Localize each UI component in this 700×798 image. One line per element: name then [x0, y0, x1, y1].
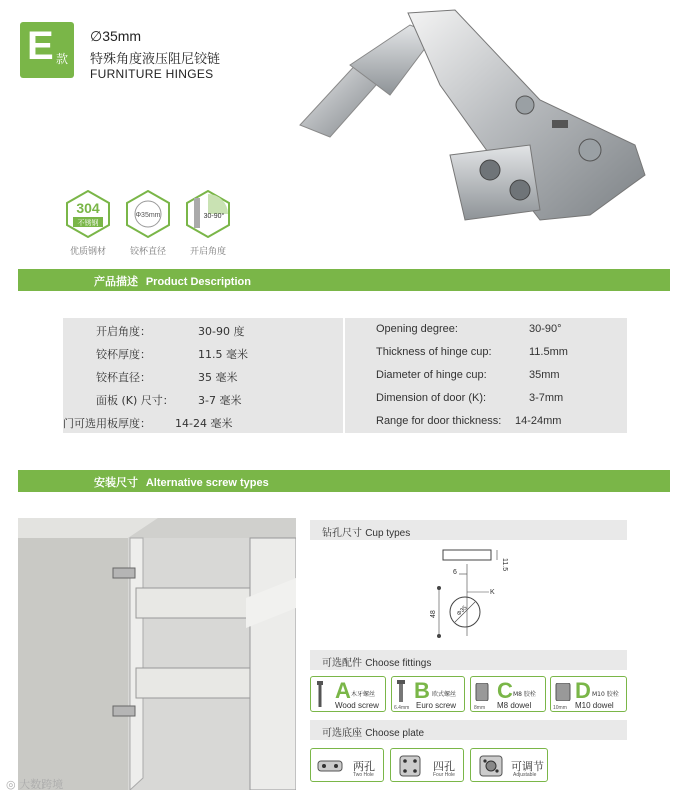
- wood-screw-icon: [315, 681, 325, 709]
- spec-row: [63, 341, 627, 364]
- spec-cn-value: 14-24 毫米: [175, 417, 233, 430]
- fitting-card: [550, 676, 627, 712]
- spec-cn-value: 35 毫米: [198, 371, 238, 384]
- spec-cn-value: 11.5 毫米: [198, 348, 248, 361]
- fitting-size: 6.4mm: [394, 705, 410, 711]
- spec-cn-label: 铰杯直径：: [96, 371, 151, 384]
- fitting-letter: D: [575, 678, 591, 703]
- two-hole-plate-icon: [315, 755, 345, 777]
- cup-diameter-text: Φ35mm: [135, 212, 161, 219]
- fitting-letter: C: [497, 678, 513, 703]
- opening-angle-icon: [184, 190, 232, 238]
- fitting-name-cn: M8 胶栓: [513, 691, 536, 698]
- fitting-name-en: Wood screw: [335, 701, 379, 710]
- fitting-card: [470, 676, 546, 712]
- model-badge: [20, 22, 74, 78]
- feature-label-angle: 开启角度: [189, 247, 226, 257]
- m10-dowel-icon: [555, 683, 571, 701]
- product-title-cn: 特殊角度液压阻尼铰链: [90, 52, 221, 67]
- fitting-size: 8mm: [474, 705, 486, 711]
- spec-row: [63, 410, 627, 433]
- fittings-header: [310, 650, 627, 670]
- spec-cn-label: 铰杯厚度：: [96, 348, 151, 361]
- product-description-bar: [18, 269, 670, 291]
- feature-label-steel: 优质钢材: [69, 247, 106, 257]
- dim-hole-spacing: 48: [430, 610, 437, 618]
- dim-cup-diameter: Φ35: [456, 605, 469, 618]
- spec-en-label: Diameter of hinge cup:: [376, 369, 487, 381]
- spec-cn-value: 30-90 度: [198, 325, 245, 338]
- spec-table: [63, 318, 627, 433]
- adjustable-plate-icon: [475, 753, 507, 779]
- plate-name-en: Four Hole: [433, 772, 455, 778]
- section-title-en: Alternative screw types: [145, 477, 269, 489]
- spec-row: [63, 364, 627, 387]
- hinge-product-image: [290, 5, 660, 230]
- badge-letter: E: [27, 24, 54, 68]
- watermark-logo-icon: ◎: [6, 778, 20, 791]
- plate-name-cn: 可调节: [511, 760, 544, 773]
- watermark: [6, 776, 63, 792]
- section-title-cn: 安装尺寸: [94, 476, 138, 489]
- spec-cn-label: 开启角度：: [96, 325, 151, 338]
- fitting-card: [391, 676, 465, 712]
- spec-en-value: 35mm: [529, 369, 560, 381]
- euro-screw-icon: [396, 680, 406, 702]
- fitting-card: [310, 676, 386, 712]
- opening-angle-text: 30-90°: [203, 213, 225, 220]
- plate-name-en: Adjustable: [513, 772, 537, 778]
- fittings-title-cn: 可选配件: [322, 658, 362, 669]
- cup-diameter-icon: [124, 190, 172, 238]
- plate-card: [310, 748, 384, 782]
- spec-en-value: 3-7mm: [529, 392, 564, 404]
- cup-diameter-heading: ∅35mm: [90, 28, 142, 44]
- spec-cn-value: 3-7 毫米: [198, 394, 242, 407]
- m8-dowel-icon: [475, 683, 489, 701]
- dim-edge-distance: 6: [453, 569, 457, 576]
- fitting-letter: A: [335, 678, 351, 703]
- four-hole-plate-icon: [395, 753, 425, 779]
- plate-name-en: Two Hole: [353, 772, 374, 778]
- spec-en-label: Thickness of hinge cup:: [376, 346, 492, 358]
- cup-types-title-en: Cup types: [365, 528, 411, 539]
- fitting-letter: B: [414, 678, 430, 703]
- plate-name-cn: 四孔: [433, 760, 455, 773]
- spec-en-value: 14-24mm: [515, 415, 562, 427]
- steel-grade-text: 304: [76, 200, 100, 216]
- badge-suffix: 款: [56, 52, 69, 66]
- steel-304-icon: [64, 190, 112, 238]
- fitting-name-en: Euro screw: [416, 701, 457, 710]
- screw-types-bar: [18, 470, 670, 492]
- spec-en-label: Range for door thickness:: [376, 415, 502, 427]
- section-title-cn: 产品描述: [94, 275, 138, 288]
- plates-title-en: Choose plate: [365, 728, 425, 739]
- dim-k: K: [490, 589, 495, 596]
- cup-types-title-cn: 钻孔尺寸: [322, 528, 362, 539]
- spec-row: [63, 318, 627, 341]
- feature-label-cup: 铰杯直径: [129, 247, 166, 257]
- fittings-title-en: Choose fittings: [365, 658, 432, 669]
- dim-cup-depth: 11.5: [501, 558, 508, 572]
- spec-cn-label: 门可选用板厚度：: [63, 417, 151, 430]
- spec-en-value: 30-90°: [529, 323, 562, 335]
- fitting-name-cn: 木牙螺丝: [351, 691, 376, 698]
- cup-drilling-diagram: [415, 544, 525, 644]
- fitting-size: 10mm: [553, 705, 567, 711]
- cabinet-illustration: [18, 518, 296, 790]
- fitting-name-cn: M10 胶栓: [592, 691, 619, 698]
- watermark-text: 大数跨境: [19, 778, 64, 791]
- plate-name-cn: 两孔: [353, 760, 375, 773]
- spec-en-label: Dimension of door (K):: [376, 392, 487, 404]
- spec-row: [63, 387, 627, 410]
- product-title-en: FURNITURE HINGES: [90, 67, 214, 81]
- spec-en-label: Opening degree:: [376, 323, 458, 335]
- section-title-en: Product Description: [145, 276, 251, 288]
- spec-cn-label: 面板 (K) 尺寸：: [96, 394, 174, 407]
- spec-en-value: 11.5mm: [529, 346, 568, 358]
- steel-sub-text: 不锈钢: [77, 219, 99, 227]
- plate-card: [470, 748, 548, 782]
- plates-header: [310, 720, 627, 740]
- fitting-name-en: M10 dowel: [575, 701, 614, 710]
- fitting-name-cn: 欧式螺丝: [432, 691, 457, 698]
- plates-title-cn: 可选底座: [322, 728, 362, 739]
- cup-types-header: [310, 520, 627, 540]
- plate-card: [390, 748, 464, 782]
- fitting-name-en: M8 dowel: [497, 701, 532, 710]
